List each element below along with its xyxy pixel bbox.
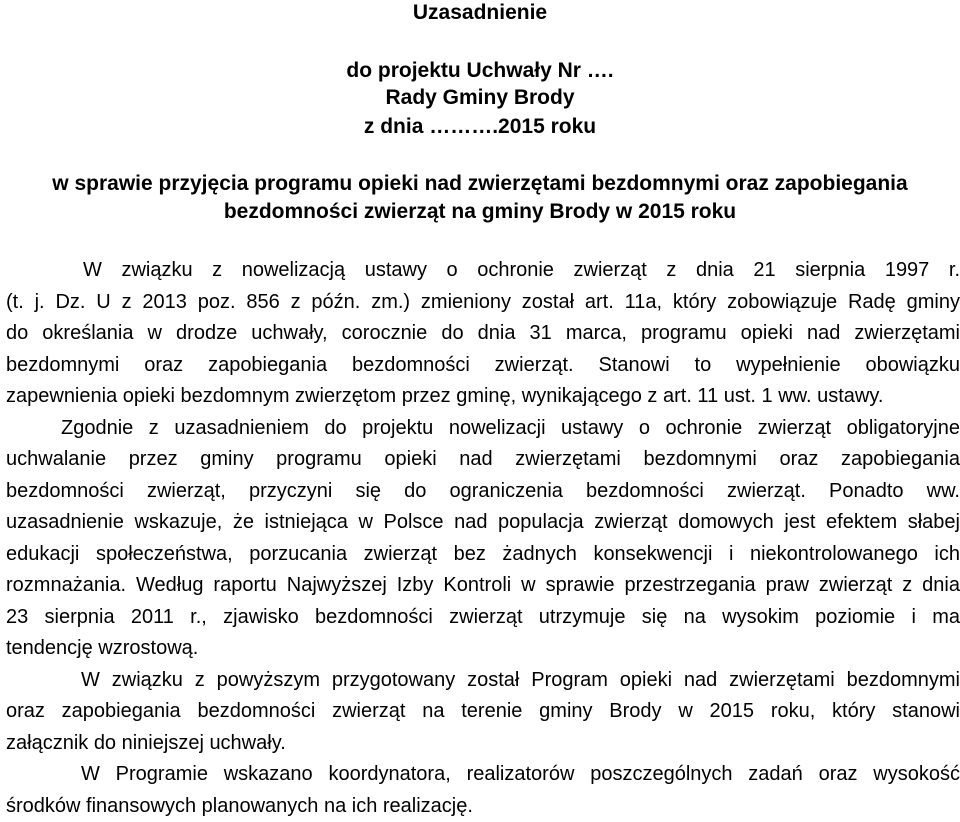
- text-line: tendencję wzrostową.: [6, 637, 199, 659]
- text-line: 23 sierpnia 2011 r., zjawisko bezdomności zwierząt utrzymuje się na wysokim poziomie i ma: [6, 605, 960, 628]
- paragraph-3: [6, 665, 960, 760]
- resolution-number: do projektu Uchwały Nr ….: [346, 59, 614, 82]
- subject-line: bezdomności zwierząt na gminy Brody w 2015 roku: [223, 200, 737, 223]
- subject-line: w sprawie przyjęcia programu opieki nad zwierzętami bezdomnymi oraz zapobiegania: [52, 172, 908, 195]
- document-title: Uzasadnienie: [412, 1, 548, 24]
- text-line: (t. j. Dz. U z 2013 poz. 856 z późn. zm.) zmieniony został art. 11a, który zobowiązuje Radę gminy: [6, 290, 960, 313]
- text-line: zapewnienia opieki bezdomnym zwierzętom przez gminę, wynikającego z art. 11 ust. 1 ww. ustawy.: [6, 385, 884, 407]
- text-line: W związku z nowelizacją ustawy o ochronie zwierząt z dnia 21 sierpnia 1997 r.: [83, 259, 960, 281]
- resolution-subject: [0, 170, 960, 226]
- text-line: edukacji społeczeństwa, porzucania zwierząt bez żadnych konsekwencji i niekontrolowanego ich: [6, 542, 960, 565]
- text-line: oraz zapobiegania bezdomności zwierząt na terenie gminy Brody w 2015 roku, który stanowi: [6, 700, 960, 722]
- text-line: uchwalanie przez gminy programu opieki nad zwierzętami bezdomnymi oraz zapobiegania: [6, 448, 960, 470]
- text-line: Zgodnie z uzasadnieniem do projektu nowelizacji ustawy o ochronie zwierząt obligatoryjne: [61, 416, 960, 439]
- text-line: do określania w drodze uchwały, corocznie do dnia 31 marca, programu opieki nad zwierzętami: [6, 322, 960, 344]
- text-line: W związku z powyższym przygotowany został Program opieki nad zwierzętami bezdomnymi: [81, 668, 960, 691]
- text-line: bezdomności zwierząt, przyczyni się do ograniczenia bezdomności zwierząt. Ponadto ww.: [6, 479, 960, 502]
- council-name: Rady Gminy Brody: [385, 86, 575, 109]
- body-text: [6, 255, 960, 822]
- text-line: załącznik do niniejszej uchwały.: [6, 731, 286, 754]
- text-line: środków finansowych planowanych na ich realizację.: [6, 794, 473, 817]
- paragraph-2: [6, 413, 960, 665]
- text-line: W Programie wskazano koordynatora, realizatorów poszczególnych zadań oraz wysokość: [81, 763, 960, 785]
- paragraph-4: [6, 759, 960, 822]
- paragraph-1: [6, 255, 960, 413]
- text-line: uzasadnienie wskazuje, że istniejąca w Polsce nad populacja zwierząt domowych jest efektem słabej: [6, 511, 960, 533]
- text-line: bezdomnymi oraz zapobiegania bezdomności zwierząt. Stanowi to wypełnienie obowiązku: [6, 353, 960, 376]
- text-line: rozmnażania. Według raportu Najwyższej Izby Kontroli w sprawie przestrzegania praw zwierząt z dnia: [6, 574, 960, 596]
- resolution-date: z dnia ……….2015 roku: [363, 115, 597, 138]
